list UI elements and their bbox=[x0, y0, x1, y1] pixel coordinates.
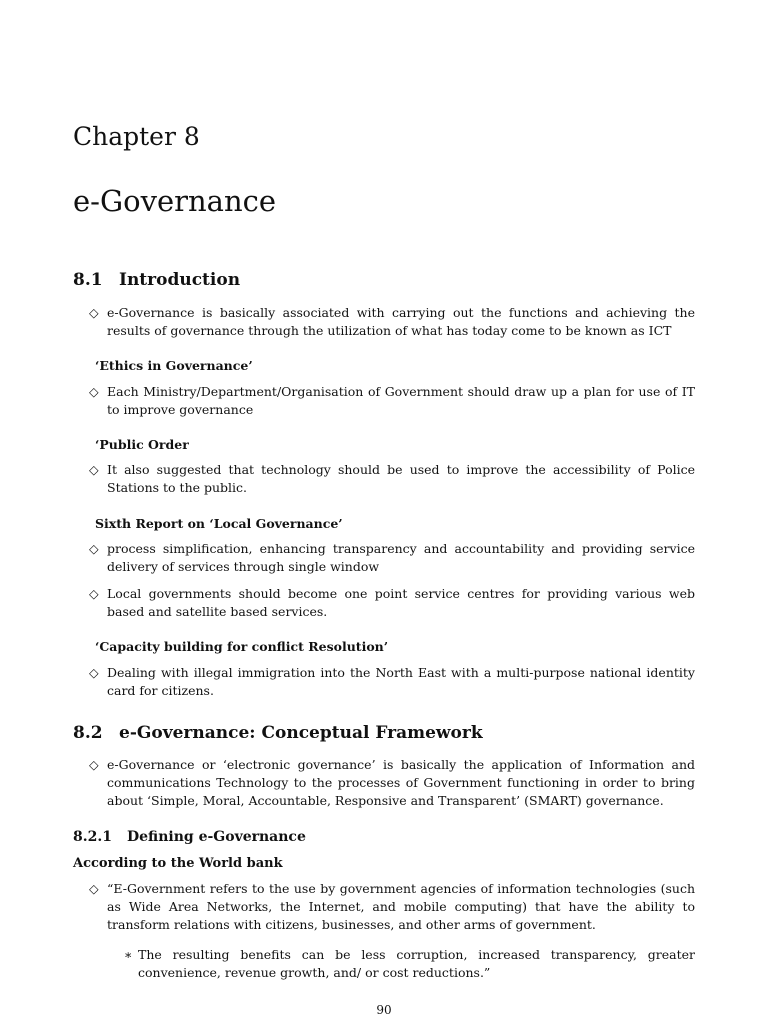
group-heading-capacity: ‘Capacity building for conflict Resolution’ bbox=[95, 639, 389, 654]
star-bullet-icon: ∗ bbox=[124, 947, 133, 962]
diamond-bullet-icon: ◇ bbox=[89, 586, 99, 601]
section-heading-8-1 bbox=[73, 269, 240, 291]
diamond-bullet-icon: ◇ bbox=[89, 881, 99, 896]
bullet-item bbox=[89, 304, 695, 340]
paragraph-heading-world-bank: According to the World bank bbox=[73, 856, 283, 871]
bullet-text: “E-Government refers to the use by government agencies of information technologies (such as Wide Area Networks, the Internet, and mobile computing) that have the ability to transform relations with citizens, businesses, and other arms of government. bbox=[107, 881, 695, 932]
bullet-item bbox=[89, 540, 695, 576]
chapter-label: Chapter 8 bbox=[73, 122, 200, 151]
diamond-bullet-icon: ◇ bbox=[89, 305, 99, 320]
section-number: 8.2 bbox=[73, 723, 103, 743]
diamond-bullet-icon: ◇ bbox=[89, 541, 99, 556]
subsection-title: Defining e-Governance bbox=[127, 829, 306, 845]
bullet-text: Dealing with illegal immigration into the North East with a multi-purpose national identity card for citizens. bbox=[107, 665, 695, 698]
group-heading-public-order: ‘Public Order bbox=[95, 437, 189, 452]
bullet-item bbox=[89, 383, 695, 419]
chapter-title: e-Governance bbox=[73, 184, 277, 218]
bullet-text: e-Governance or ‘electronic governance’ is basically the application of Information and communications Technology to the processes of Government functioning in order to bring about ‘Simple, Moral, Accountable, Responsive and Transparent’ (SMART) governance. bbox=[107, 757, 695, 808]
bullet-text: Each Ministry/Department/Organisation of Government should draw up a plan for use of IT to improve governance bbox=[107, 384, 695, 417]
diamond-bullet-icon: ◇ bbox=[89, 665, 99, 680]
section-number: 8.1 bbox=[73, 270, 103, 290]
bullet-text: It also suggested that technology should be used to improve the accessibility of Police Stations to the public. bbox=[107, 462, 695, 495]
bullet-item bbox=[89, 585, 695, 621]
section-title: Introduction bbox=[119, 270, 241, 290]
bullet-text: process simplification, enhancing transparency and accountability and providing service delivery of services through single window bbox=[107, 541, 695, 574]
sub-bullet-text: The resulting benefits can be less corruption, increased transparency, greater convenience, revenue growth, and/ or cost reductions.” bbox=[138, 947, 695, 980]
bullet-item bbox=[89, 880, 695, 934]
bullet-text: Local governments should become one point service centres for providing various web based and satellite based services. bbox=[107, 586, 695, 619]
group-heading-ethics: ‘Ethics in Governance’ bbox=[95, 358, 253, 373]
diamond-bullet-icon: ◇ bbox=[89, 462, 99, 477]
diamond-bullet-icon: ◇ bbox=[89, 757, 99, 772]
subsection-heading-8-2-1 bbox=[73, 828, 306, 847]
sub-bullet-item bbox=[124, 946, 695, 982]
bullet-item bbox=[89, 664, 695, 700]
diamond-bullet-icon: ◇ bbox=[89, 384, 99, 399]
section-title: e-Governance: Conceptual Framework bbox=[119, 723, 483, 743]
page-number: 90 bbox=[376, 1003, 392, 1017]
bullet-item bbox=[89, 461, 695, 497]
bullet-text: e-Governance is basically associated with carrying out the functions and achieving the results of governance through the utilization of what has today come to be known as ICT bbox=[107, 305, 695, 338]
section-heading-8-2 bbox=[73, 722, 483, 744]
subsection-number: 8.2.1 bbox=[73, 829, 112, 845]
bullet-item bbox=[89, 756, 695, 810]
group-heading-sixth-report: Sixth Report on ‘Local Governance’ bbox=[95, 516, 343, 531]
